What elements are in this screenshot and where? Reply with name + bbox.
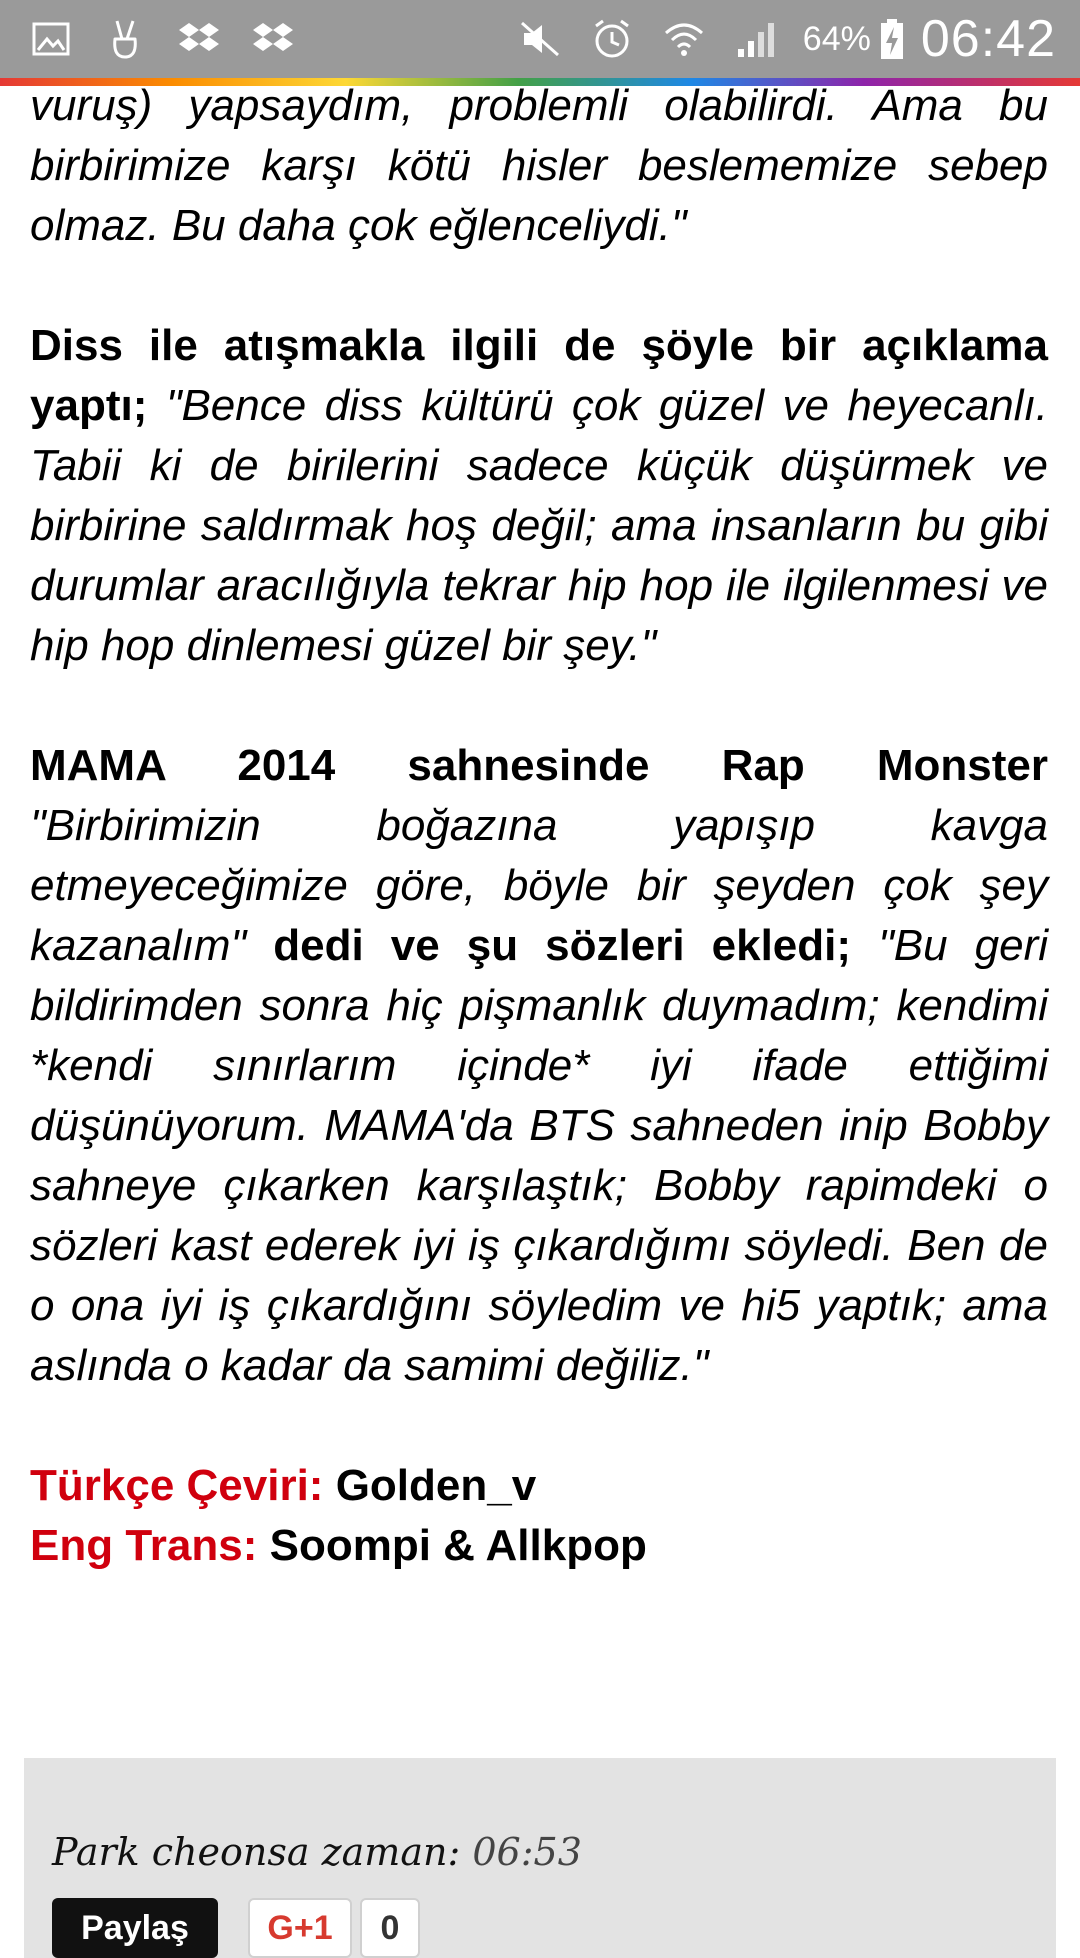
quote-text: "Birbirimizin boğazına yapışıp kavga etmeyeceğimize göre, böyle bir şeyden çok şey kazanalım" [30,801,1048,970]
credit-line-turkish [30,1456,1048,1516]
gallery-icon [28,16,74,62]
post-time-label: Park cheonsa zaman: [52,1830,461,1874]
dropbox-icon [250,16,296,62]
peace-hand-icon [102,16,148,62]
google-plus-one-button[interactable]: G+1 [248,1898,352,1958]
post-time-value[interactable]: 06:53 [472,1830,582,1874]
post-timestamp [52,1830,582,1874]
mute-icon [517,16,563,62]
bold-text: Diss ile atışmakla ilgili de şöyle bir açıklama yaptı; [30,321,1048,430]
plus-one-count: 0 [360,1898,420,1958]
credits [30,1456,1048,1576]
status-right-icons [491,9,1056,69]
credit-value: Soompi & Allkpop [269,1521,647,1570]
article-paragraph [30,76,1048,256]
share-button[interactable]: Paylaş [52,1898,218,1958]
quote-text: "Bu geri bildirimden sonra hiç pişmanlık duymadım; kendimi *kendi sınırlarım içinde* iyi ifade ettiğimi düşünüyorum. MAMA'da BTS sahneden inip Bobby sahneye çıkarken karşılaştık; Bobby rapimdeki o sözleri kast ederek iyi iş çıkardığımı söyledi. Ben de o ona iyi iş çıkardığını söyledim ve hi5 yaptık; ama aslında o kadar da samimi değiliz." [30,921,1049,1390]
status-left-icons [28,16,324,62]
quote-text: vuruş) yapsaydım, problemli olabilirdi. Ama bu birbirimize karşı kötü hisler beslememize sebep olmaz. Bu daha çok eğlenceliydi." [30,81,1048,250]
article-paragraph [30,736,1048,1396]
alarm-icon [589,16,635,62]
credit-value: Golden_v [335,1461,537,1510]
article-paragraph [30,316,1048,676]
status-bar [0,0,1080,78]
clock: 06:42 [920,10,1056,68]
bold-text: dedi ve şu sözleri ekledi; [273,921,852,970]
article-body [30,76,1048,1576]
wifi-icon [661,16,707,62]
bold-text: MAMA 2014 sahnesinde Rap Monster [30,741,1048,790]
credit-line-english [30,1516,1048,1576]
dropbox-icon [176,16,222,62]
credit-label: Eng Trans: [30,1521,258,1570]
post-footer [24,1758,1056,1958]
quote-text: "Bence diss kültürü çok güzel ve heyecanlı. Tabii ki de birilerini sadece küçük düşürmek ve birbirine saldırmak hoş değil; ama insanların bu gibi durumlar aracılığıyla tekrar hip hop ile ilgilenmesi ve hip hop dinlemesi güzel bir şey." [30,381,1048,670]
battery-charging-icon [877,16,907,62]
battery-percent: 64% [802,19,871,58]
credit-label: Türkçe Çeviri: [30,1461,324,1510]
signal-icon [733,16,779,62]
